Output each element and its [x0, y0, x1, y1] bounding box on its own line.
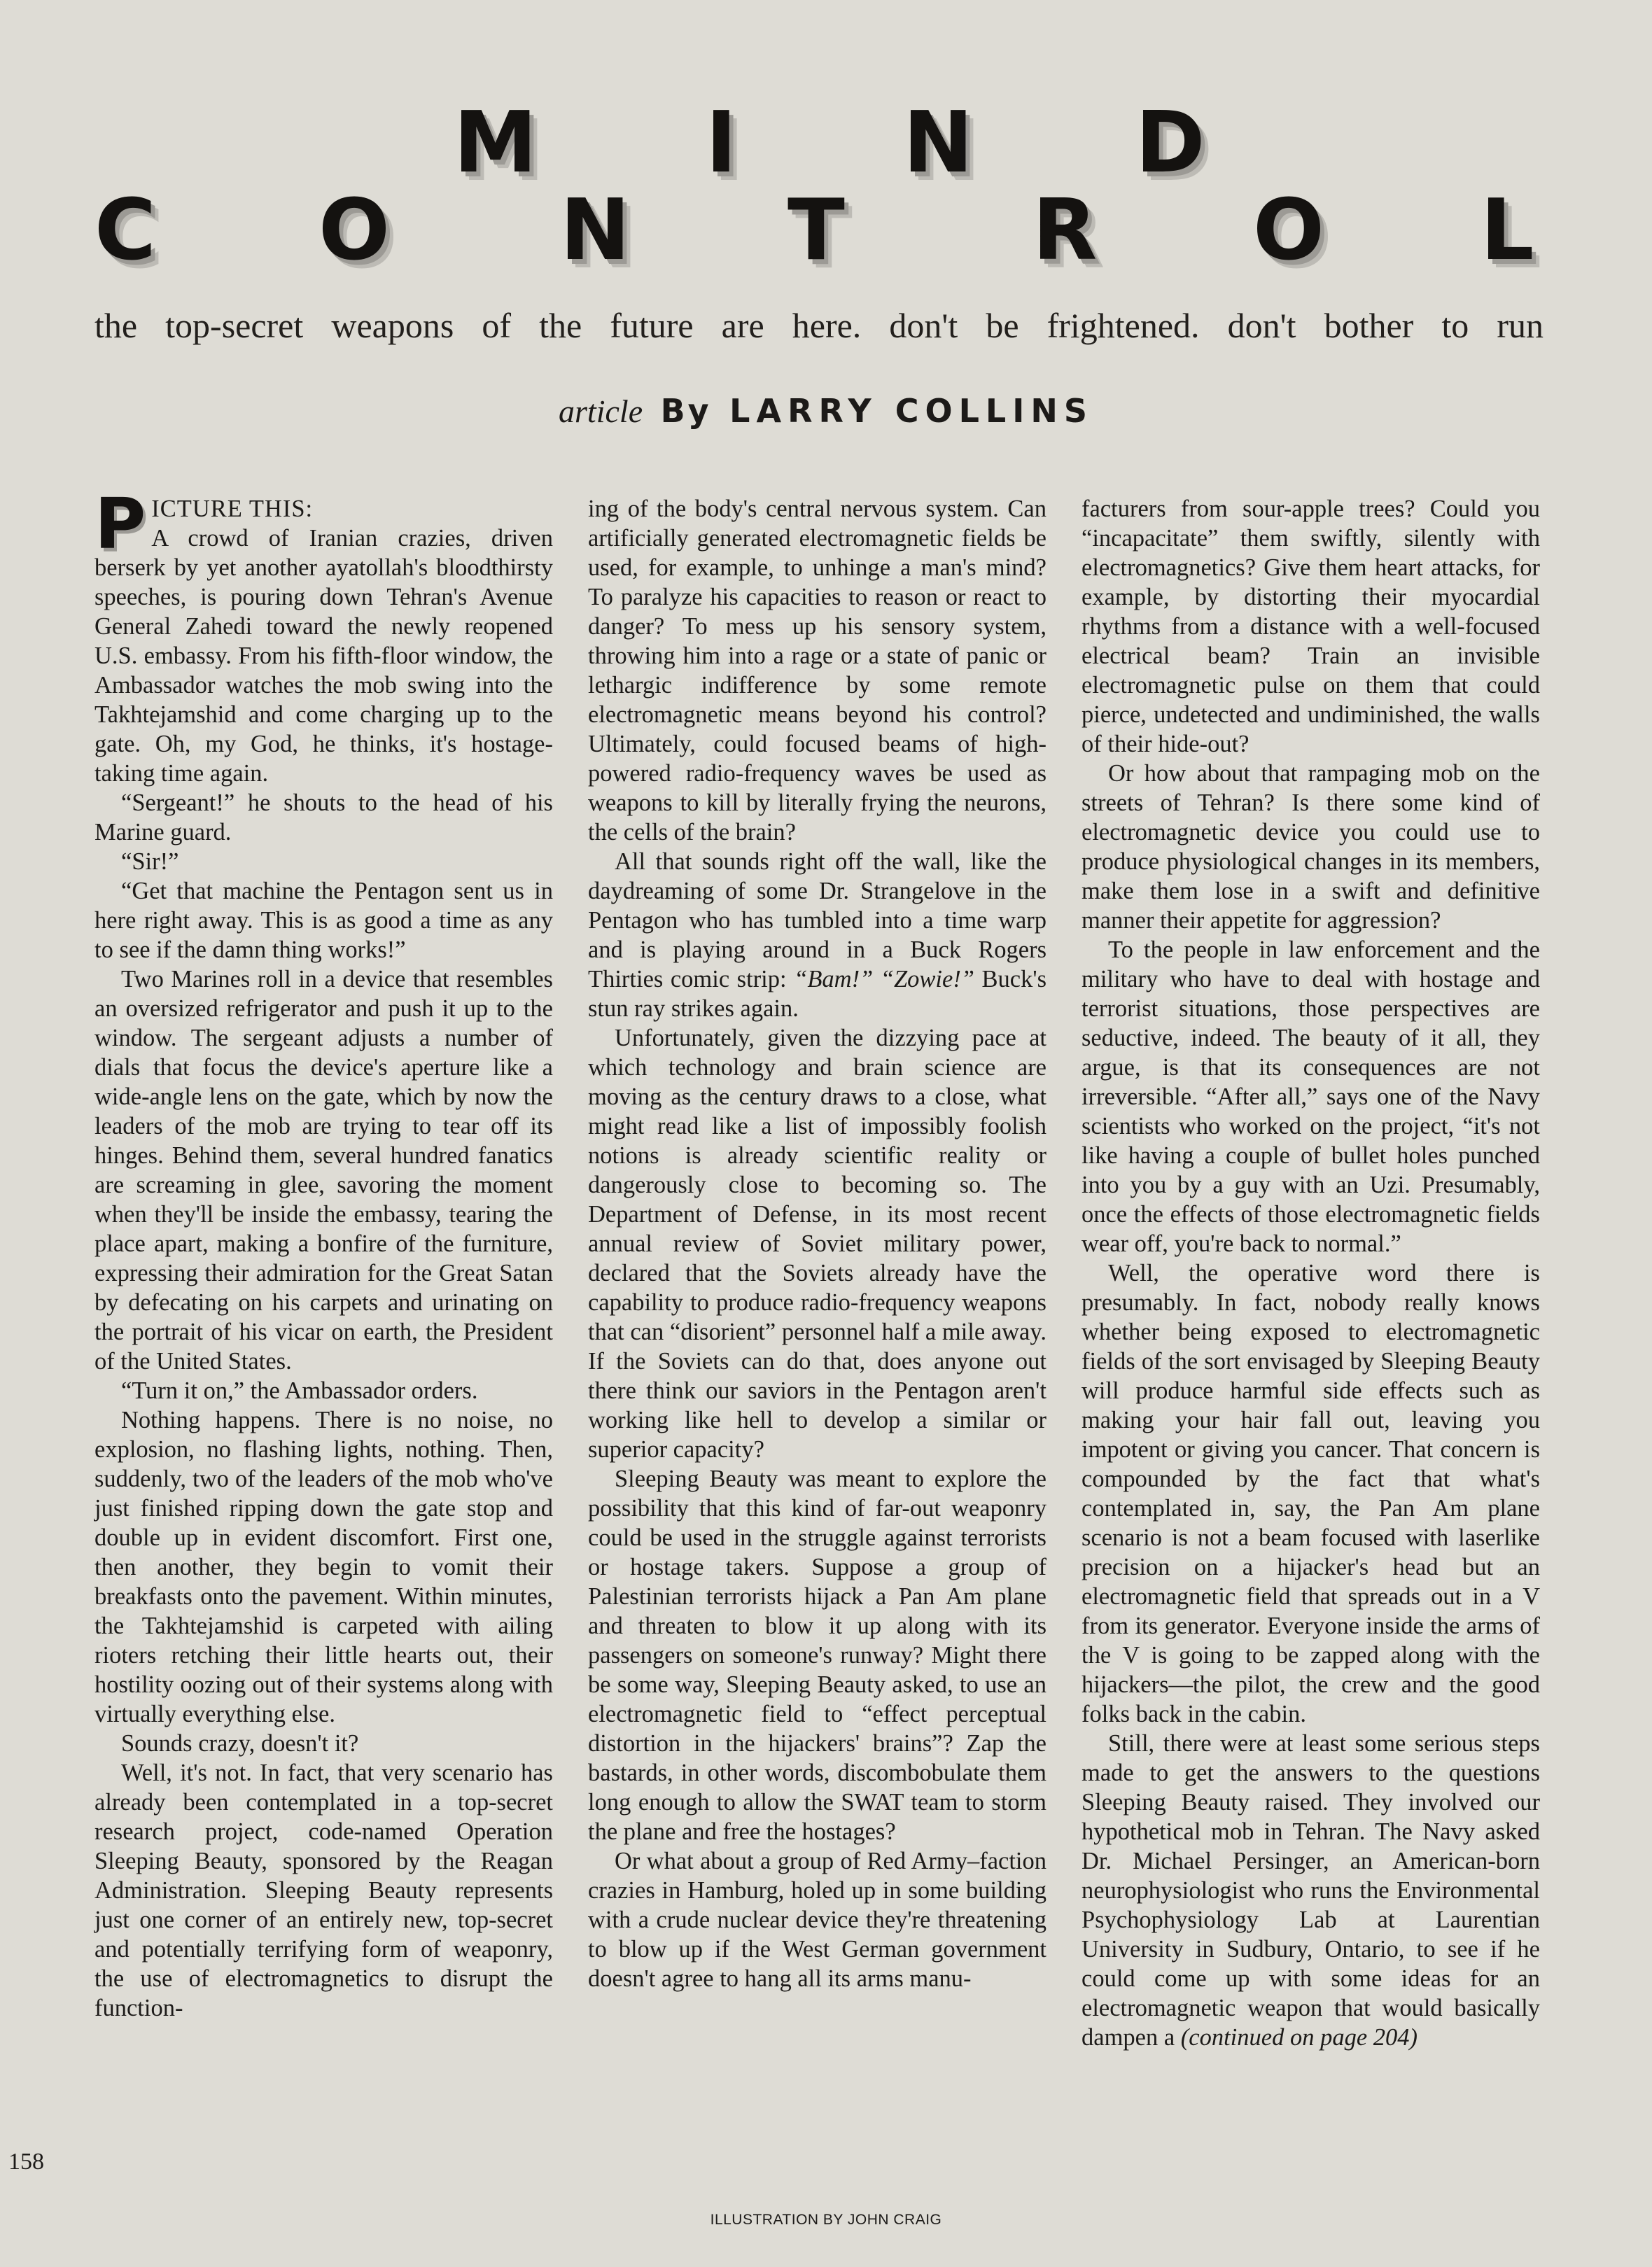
paragraph: [1082, 1729, 1540, 2052]
paragraph: ing of the body's central nervous system. Can artificially generated electromagnetic fields be used, for example, to unhinge a man's mind? To paralyze his capacities to reason or react to danger? To mess up his sensory system, throwing him into a rage or a state of panic or lethargic indifference by some remote electromagnetic means beyond his control? Ultimately, could focused beams of high-powered radio-frequency waves be used as weapons to kill by literally frying the neurons, the cells of the brain?: [588, 496, 1046, 845]
headline-letter: N: [560, 182, 631, 279]
paragraph: Or what about a group of Red Army–faction crazies in Hamburg, holed up in some building with a crude nuclear device they're threatening to blow up if the West German government doesn't agree to hang all its arms manu-: [588, 1848, 1046, 1992]
article-column-2: [588, 494, 1046, 1993]
paragraph-text: Still, there were at least some serious steps made to get the answers to the questions Sleeping Beauty raised. They involved our hypothetical mob in Tehran. The Navy asked Dr. Michael Persinger, an American-born neurophysiologist who runs the Environmental Psychophysiology Lab at Laurentian University in Sudbury, Ontario, to see if he could come up with some ideas for an electromagnetic weapon that would basically dampen a: [1082, 1730, 1540, 2051]
subtitle: the top-secret weapons of the future are here. don't be frightened. don't bother to run: [94, 306, 1544, 345]
headline-letter: L: [1480, 182, 1534, 279]
comic-exclamation: “Bam!” “Zowie!”: [794, 966, 974, 992]
lead-in: ICTURE THIS:: [151, 496, 314, 522]
byline-author: LARRY COLLINS: [729, 392, 1093, 430]
article-column-1: [94, 483, 553, 2023]
paragraph: “Turn it on,” the Ambassador orders.: [121, 1377, 478, 1404]
headline-letter: D: [1135, 94, 1205, 192]
paragraph: Or how about that rampaging mob on the streets of Tehran? Is there some kind of electromagnetic device you could use to produce physiological changes in its members, make them lose in a swift and definitive manner their appetite for aggression?: [1082, 760, 1540, 934]
headline-letter: O: [318, 182, 391, 279]
paragraph-text: All that sounds right off the wall, like the daydreaming of some Dr. Strangelove in the Pentagon who has tumbled into a time warp and is playing around in a Buck Rogers Thirties comic strip:: [588, 848, 1046, 992]
paragraph: Well, the operative word there is presumably. In fact, nobody really knows whether being exposed to electromagnetic fields of the sort envisaged by Sleeping Beauty will produce harmful side effects such as making your hair fall out, leaving you impotent or giving you cancer. That concern is compounded by the fact that what's contemplated in, say, the Pan Am plane scenario is not a beam focused with laserlike precision on a hijacker's head but an electromagnetic field that spreads out in a V from its generator. Everyone inside the arms of the V is going to be zapped along with the hijackers—the pilot, the crew and the good folks back in the cabin.: [1082, 1260, 1540, 1727]
headline-letter: R: [1032, 182, 1098, 279]
headline-letter: T: [788, 182, 845, 279]
article-column-3: [1082, 494, 1540, 2052]
headline-letter: O: [1253, 182, 1325, 279]
paragraph: To the people in law enforcement and the military who have to deal with hostage and terrorist situations, those perspectives are seductive, indeed. The beauty of it all, they argue, is that its consequences are not irreversible. “After all,” says one of the Navy scientists who worked on the project, “it's not like having a couple of bullet holes punched into you by a guy with an Uzi. Presumably, once the effects of those electromagnetic fields wear off, you're back to normal.”: [1082, 936, 1540, 1257]
paragraph: [588, 847, 1046, 1023]
paragraph: Sounds crazy, doesn't it?: [121, 1730, 359, 1757]
illustration-credit: ILLUSTRATION BY JOHN CRAIG: [710, 2212, 942, 2228]
byline-kind: article: [559, 393, 643, 429]
paragraph: Unfortunately, given the dizzying pace at which technology and brain science are moving as the century draws to a close, what might read like a list of impossibly foolish notions is already scientific reality or dangerously close to becoming so. The Department of Defense, in its most recent annual review of Soviet military power, declared that the Soviets already have the capability to produce radio-frequency weapons that can “disorient” personnel half a mile away. If the Soviets can do that, does anyone out there think our saviors in the Pentagon aren't working like hell to develop a similar or superior capacity?: [588, 1025, 1046, 1463]
headline-letter: N: [903, 94, 974, 192]
paragraph: Nothing happens. There is no noise, no explosion, no flashing lights, nothing. Then, suddenly, two of the leaders of the mob who've just finished ripping down the gate stop and double up in evident discomfort. First one, then another, they begin to vomit their breakfasts onto the pavement. Within minutes, the Takhtejamshid is carpeted with ailing rioters retching their little hearts out, their hostility oozing out of their systems along with virtually everything else.: [94, 1407, 553, 1727]
paragraph-text: Buck's stun ray strikes again.: [588, 966, 1047, 1022]
paragraph: “Sergeant!” he shouts to the head of his Marine guard.: [94, 789, 553, 845]
paragraph: A crowd of Iranian crazies, driven berserk by yet another ayatollah's bloodthirsty speeches, is pouring down Tehran's Avenue General Zahedi toward the newly reopened U.S. embassy. From his fifth-floor window, the Ambassador watches the mob swing into the Takhtejamshid and come charging up to the gate. Oh, my God, he thinks, it's hostage-taking time again.: [94, 525, 553, 787]
paragraph: Well, it's not. In fact, that very scenario has already been contemplated in a top-secret research project, code-named Operation Sleeping Beauty, sponsored by the Reagan Administration. Sleeping Beauty represents just one corner of an entirely new, top-secret and potentially terrifying form of weaponry, the use of electromagnetics to disrupt the function-: [94, 1760, 553, 2021]
headline-letter: M: [454, 94, 538, 192]
page-number: 158: [8, 2149, 44, 2175]
headline-line-2: [0, 182, 1652, 301]
lead-paragraph: [94, 483, 553, 565]
byline-by: By: [660, 392, 712, 430]
paragraph: “Get that machine the Pentagon sent us in here right away. This is as good a time as any to see if the damn thing works!”: [94, 878, 553, 963]
continued-note: (continued on page 204): [1180, 2024, 1418, 2051]
headline-letter: I: [706, 94, 737, 192]
byline: [0, 386, 1652, 436]
paragraph: Two Marines roll in a device that resembles an oversized refrigerator and push it up to the window. The sergeant adjusts a number of dials that focus the device's aperture like a wide-angle lens on the gate, which by now the leaders of the mob are trying to tear off its hinges. Behind them, several hundred fanatics are screaming in glee, savoring the moment when they'll be inside the embassy, tearing the place apart, making a bonfire of the furniture, expressing their admiration for the Great Satan by defecating on his carpets and urinating on the portrait of his vicar on earth, the President of the United States.: [94, 966, 553, 1375]
paragraph: “Sir!”: [121, 848, 179, 875]
paragraph: facturers from sour-apple trees? Could you “incapacitate” them swiftly, silently with electromagnetics? Give them heart attacks, for example, by distorting their myocardial rhythms from a distance with a well-focused electrical beam? Train an invisible electromagnetic pulse on them that could pierce, undetected and undiminished, the walls of their hide-out?: [1082, 496, 1540, 757]
headline-letter: C: [94, 182, 157, 279]
paragraph: Sleeping Beauty was meant to explore the possibility that this kind of far-out weaponry could be used in the struggle against terrorists or hostage takers. Suppose a group of Palestinian terrorists hijack a Pan Am plane and threaten to blow it up along with its passengers on someone's runway? Might there be some way, Sleeping Beauty asked, to use an electromagnetic field to “effect perceptual distortion in the hijackers' brains”? Zap the bastards, in other words, discombobulate them long enough to allow the SWAT team to storm the plane and free the hostages?: [588, 1466, 1046, 1845]
dropcap: P: [94, 483, 146, 565]
